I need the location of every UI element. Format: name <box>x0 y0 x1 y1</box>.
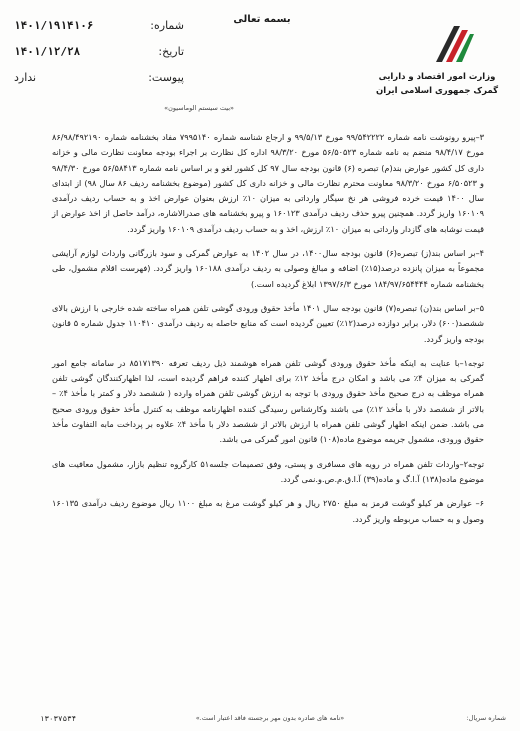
bismillah-heading: بسمه تعالی <box>233 14 291 25</box>
letter-attachment-label: پیوست: <box>148 70 184 84</box>
note-2: توجه۲–واردات تلفن همراه در رویه های مسافری و پستی، وفق تصمیمات جلسه۵۱ کارگروه تنظیم بازار، مشمول معافیت های موضوع ماده(۱۳۸) آ.ا.گ و ماده(۳۹) آ.ا.ق.م.ص.و.نمی گردد. <box>52 458 484 484</box>
letter-date-row <box>14 38 184 64</box>
letter-date-value: ۱۴۰۱/۱۲/۲۸ <box>14 44 81 58</box>
letter-number-row <box>14 12 184 38</box>
letter-attachment-value: ندارد <box>14 70 37 84</box>
system-motto: «بیت سیستم الوماسیون» <box>164 104 234 112</box>
paragraph-6: ۶– عوارض هر کیلو گوشت قرمز به مبلغ ۲۷۵۰ ریال و هر کیلو گوشت مرغ به مبلغ ۱۱۰۰ ریال موضوع ردیف درآمدی ۱۶۰۱۳۵ وصول و به حساب مربوطه واریز گردد. <box>52 498 484 524</box>
letter-footer <box>0 712 520 728</box>
organization-name <box>372 70 502 98</box>
org-ministry: وزارت امور اقتصاد و دارایی <box>378 72 496 82</box>
letter-number-value: ۱۴۰۱/۱۹۱۴۱۰۶ <box>14 18 94 32</box>
paragraph-3: ۳–پیرو رونوشت نامه شماره ۹۹/۵۴۲۲۲۲ مورخ ۹۹/۵/۱۳ و ارجاع شناسه شماره ۷۹۹۵۱۴۰ مفاد بخشنامه شماره ۸۶/۹۸/۴۹۲۱۹۰ مورخ ۹۸/۴/۱۷ منضم به نامه شماره ۵۶/۵۰۵۲۳ مورخ ۹۸/۳/۲۰ اداره کل نظارت بر اجراء بودجه معاونت نظارت مالی و خزانه داری کل کشور عوارض بند(م) تبصره (۶) قانون بودجه سال ۹۷ کل کشور لغو و بر اساس نامه شماره ۵۶/۵۸۴۱۳ مورخ ۹۸/۴/۳۰ و ۶/۵۰۵۲۳ مورخ ۹۸/۳/۲۰ معاونت محترم نظارت مالی و خزانه داری کل کشور (موضوع بخشنامه ردیف ۸۶ سال ۹۸) از ابتدای سال ۱۴۰۰ قیمت خرده فروشی هر نخ سیگار وارداتی به میزان ۱۰٪ ارزش بعنوان عوارض اخذ و به حساب ردیف درآمدی ۱۶۰۱۰۹ واریز گردد. همچنین پیرو حذف ردیف درآمدی ۱۶۰۱۲۳ و پیرو بخشنامه های صدرالاشاره، درآمد حاصل از اخذ عوارض از قیمت نوشابه های گازدار وارداتی به میزان ۱۰٪ ارزش، اخذ و به حساب ردیف درآمدی ۱۶۰۱۰۹ واریز گردد. <box>52 132 484 234</box>
footer-code: ۱۳۰۳۷۵۳۴ <box>40 714 77 723</box>
customs-logo-icon <box>432 22 476 66</box>
letter-body <box>52 130 484 536</box>
footer-serial-label: شماره سریال: <box>466 714 506 722</box>
paragraph-4: ۴–بر اساس بند(ز) تبصره(۶) قانون بودجه سال۱۴۰۰، در سال ۱۴۰۲ به عوارض گمرکی و سود بازرگانی واردات لوازم آرایشی مجموعاً به میزان پانزده درصد(۱۵٪) اضافه و مبالغ وصولی به ردیف درآمدی ۱۶۰۱۸۸ واریز گردد. (فهرست اقلام مشمول، طی بخشنامه شماره ۱۸۴/۹۷/۶۵۴۴۴۴ مورخ ۱۳۹۷/۶/۳ ابلاغ گردیده است.) <box>52 248 484 289</box>
letter-number-label: شماره: <box>150 18 184 32</box>
letter-date-label: تاریخ: <box>158 44 184 58</box>
org-customs: گمرک جمهوری اسلامی ایران <box>375 86 499 96</box>
note-1: توجه۱–با عنایت به اینکه مأخذ حقوق ورودی گوشی تلفن همراه هوشمند ذیل ردیف تعرفه ۸۵۱۷۱۳۹۰ در سامانه جامع امور گمرکی به میزان ۴٪ می باشد و امکان درج مأخذ ۱۲٪ برای اظهار کننده فراهم گردیده است، لذا اظهارکنندگان گوشی تلفن همراه موظف به درج صحیح مأخذ حقوق ورودی با توجه به ارزش گوشی تلفن همراه وارده ( ششصد دلار و کمتر با مأخذ ۴٪ – بالاتر از ششصد دلار با مأخذ ۱۲٪) می باشند وکارشناس رسیدگی کننده اظهارنامه موظف به کنترل مأخذ حقوق ورودی صحیح می باشد. ضمن اینکه اظهار گوشی تلفن همراه با ارزش بالاتر از ششصد دلار با مأخذ ۴٪ علاوه بر پرداخت مابه التفاوت مأخذ حقوق ورودی، مشمول جریمه موضوع ماده(۱۰۸) قانون امور گمرکی می باشد. <box>52 357 484 445</box>
letter-metadata <box>14 12 184 90</box>
paragraph-5: ۵–بر اساس بند(ن) تبصره(۷) قانون بودجه سال ۱۴۰۱ مأخذ حقوق ورودی گوشی تلفن همراه ساخته شده خارجی با ارزش بالای ششصد(۶۰۰) دلار، برابر دوازده درصد(۱۲٪) تعیین گردیده است که منابع حاصله به ردیف درآمدی ۱۱۰۴۱۰ جدول شماره ۵ قانون بودجه واریز گردد. <box>52 302 485 344</box>
letter-attachment-row <box>14 64 184 90</box>
footer-validity-note: «نامه های صادره بدون مهر برجسته فاقد اعتبار است.» <box>195 714 345 722</box>
